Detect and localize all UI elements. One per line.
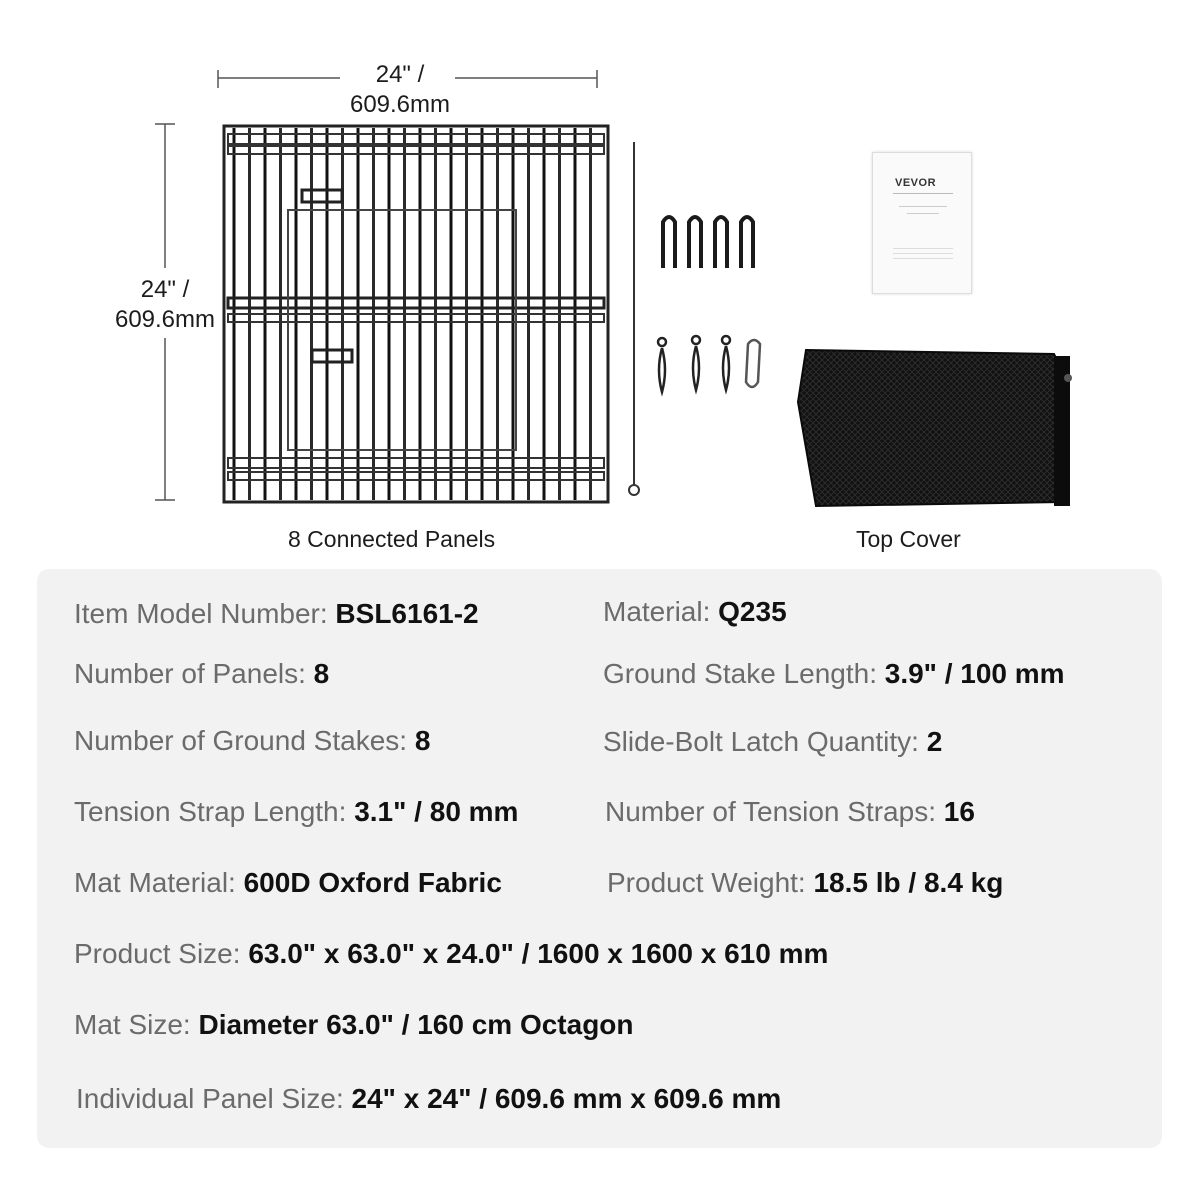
spec-label: Number of Panels: <box>74 658 314 689</box>
spec-label: Ground Stake Length: <box>603 658 885 689</box>
spec-label: Number of Ground Stakes: <box>74 725 415 756</box>
spec-panel <box>37 569 1162 1148</box>
spec-strap-length <box>74 796 518 828</box>
spec-label: Slide-Bolt Latch Quantity: <box>603 726 927 757</box>
spec-num-straps <box>605 796 975 828</box>
u-stakes-image <box>655 210 765 280</box>
width-label-imperial: 24" / <box>375 61 425 88</box>
spec-value: 24" x 24" / 609.6 mm x 609.6 mm <box>351 1083 782 1114</box>
connected-panels-image <box>220 120 620 510</box>
spec-value: 3.9" / 100 mm <box>884 658 1065 689</box>
spec-item-model <box>74 598 479 630</box>
spec-label: Number of Tension Straps: <box>605 796 944 827</box>
spec-label: Product Weight: <box>607 867 814 898</box>
spec-stake-length <box>603 658 1065 690</box>
spec-weight <box>607 867 1003 899</box>
spec-value: 8 <box>313 658 330 689</box>
spec-label: Material: <box>603 596 719 627</box>
spec-num-panels <box>74 658 329 690</box>
spec-label: Tension Strap Length: <box>74 796 355 827</box>
spec-value: 2 <box>926 726 943 757</box>
manual-text-lines <box>893 193 953 263</box>
spec-label: Mat Size: <box>74 1009 199 1040</box>
spec-mat-material <box>74 867 502 899</box>
panels-caption: 8 Connected Panels <box>288 526 496 552</box>
spec-material <box>603 596 787 628</box>
vevor-logo: VEVOR <box>895 177 937 189</box>
tension-straps-image <box>652 330 762 405</box>
spec-label: Individual Panel Size: <box>76 1083 352 1114</box>
height-dimension-label <box>100 275 230 335</box>
spec-panel-size <box>76 1083 781 1115</box>
spec-value: 600D Oxford Fabric <box>243 867 502 898</box>
spec-value: 3.1" / 80 mm <box>354 796 519 827</box>
width-dimension-label <box>320 60 480 120</box>
width-label-metric: 609.6mm <box>349 91 451 118</box>
top-cover-image <box>792 342 1082 512</box>
cover-caption: Top Cover <box>856 526 961 552</box>
spec-value: Diameter 63.0" / 160 cm Octagon <box>198 1009 634 1040</box>
spec-label: Mat Material: <box>74 867 244 898</box>
spec-label: Item Model Number: <box>74 598 336 629</box>
spec-value: BSL6161-2 <box>335 598 479 629</box>
user-manual-image <box>872 152 972 294</box>
spec-value: 16 <box>943 796 975 827</box>
height-label-metric: 609.6mm <box>114 306 216 333</box>
spec-product-size <box>74 938 828 970</box>
spec-num-stakes <box>74 725 430 757</box>
spec-latch-qty <box>603 726 942 758</box>
spec-value: 18.5 lb / 8.4 kg <box>813 867 1004 898</box>
spec-value: 8 <box>414 725 431 756</box>
spec-label: Product Size: <box>74 938 249 969</box>
spec-mat-size <box>74 1009 634 1041</box>
spec-value: Q235 <box>718 596 787 627</box>
ground-stake-rod-image <box>624 140 644 500</box>
height-label-imperial: 24" / <box>140 276 190 303</box>
spec-value: 63.0" x 63.0" x 24.0" / 1600 x 1600 x 610 mm <box>248 938 829 969</box>
